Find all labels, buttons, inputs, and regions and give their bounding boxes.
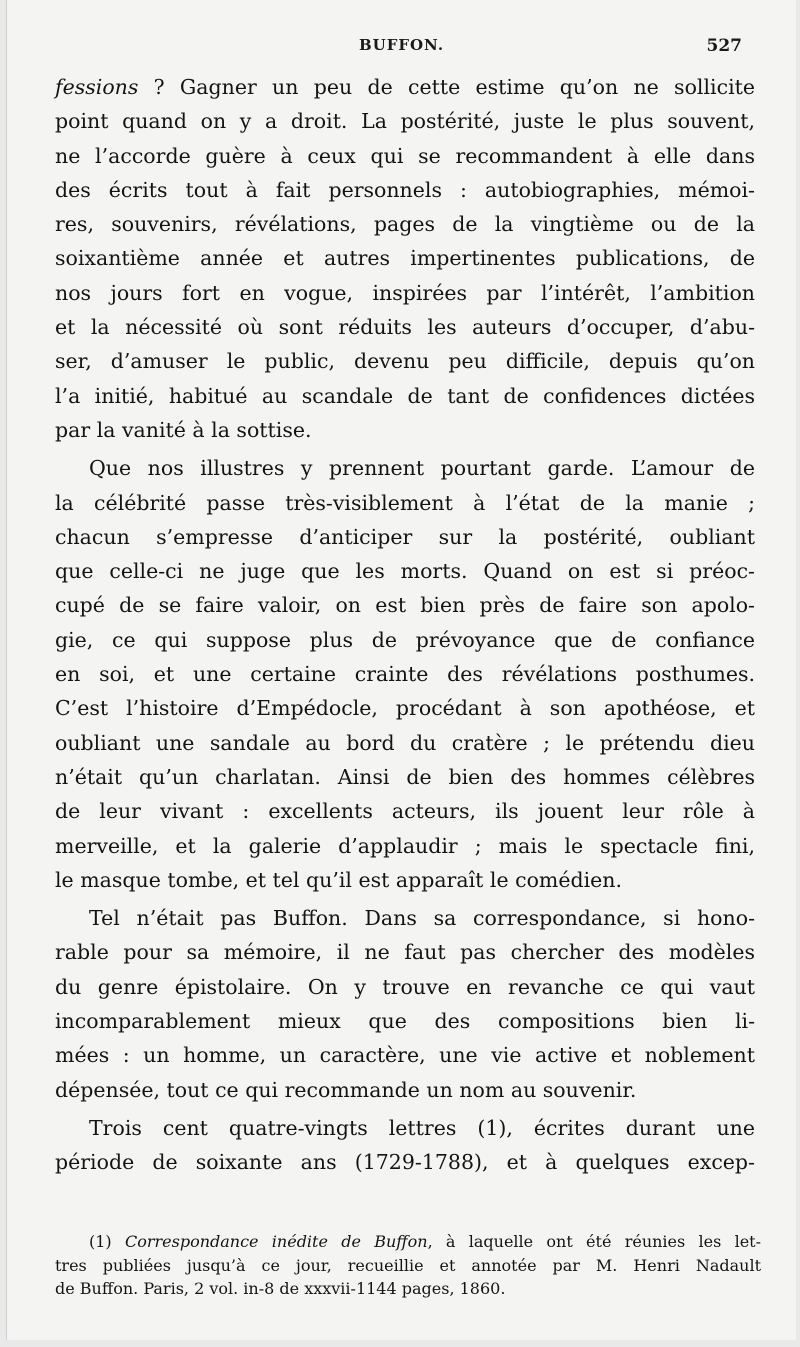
book-page <box>6 0 796 1340</box>
text-line: merveille, et la galerie d’applaudir ; mais le spectacle fini, <box>55 833 755 858</box>
text-line: en soi, et une certaine crainte des révélations posthumes. <box>55 662 755 687</box>
text-line: le masque tombe, et tel qu’il est apparaît le comédien. <box>55 867 623 892</box>
text-line: ne l’accorde guère à ceux qui se recommandent à elle dans <box>55 143 755 168</box>
text-line: Trois cent quatre-vingts lettres (1), écrites durant une <box>89 1115 755 1140</box>
text-line: de leur vivant : excellents acteurs, ils jouent leur rôle à <box>55 799 755 824</box>
text-line: que celle-ci ne juge que les morts. Quand on est si préoc- <box>55 559 755 584</box>
footnote-line <box>55 1230 761 1254</box>
text-line-rest: ? Gagner un peu de cette estime qu’on ne sollicite <box>138 75 755 99</box>
text-line: des écrits tout à fait personnels : autobiographies, mémoi- <box>55 177 755 202</box>
text-line: mées : un homme, un caractère, une vie active et noblement <box>55 1043 755 1068</box>
footnote-line: de Buffon. Paris, 2 vol. in-8 de xxxvii-1144 pages, 1860. <box>55 1279 506 1298</box>
text-line: rable pour sa mémoire, il ne faut pas chercher des modèles <box>55 940 755 965</box>
text-line <box>55 70 755 104</box>
body-text <box>55 70 755 1180</box>
text-line: Tel n’était pas Buffon. Dans sa correspondance, si hono- <box>89 906 755 931</box>
text-line: res, souvenirs, révélations, pages de la vingtième ou de la <box>55 212 755 237</box>
text-line: période de soixante ans (1729-1788), et à quelques excep- <box>55 1150 755 1175</box>
text-line: ser, d’amuser le public, devenu peu difficile, depuis qu’on <box>55 349 755 374</box>
italic-word: fessions <box>55 75 139 99</box>
page-header <box>7 36 796 60</box>
text-line: gie, ce qui suppose plus de prévoyance que de confiance <box>55 627 755 652</box>
text-line: cupé de se faire valoir, on est bien près de faire son apolo- <box>55 593 755 618</box>
text-line: incomparablement mieux que des compositions bien li- <box>55 1009 755 1034</box>
text-line: et la nécessité où sont réduits les auteurs d’occuper, d’abu- <box>55 315 755 340</box>
text-line: dépensée, tout ce qui recommande un nom au souvenir. <box>55 1077 637 1102</box>
footnote <box>55 1230 761 1301</box>
text-line: du genre épistolaire. On y trouve en revanche ce qui vaut <box>55 974 755 999</box>
running-title: BUFFON. <box>358 36 445 54</box>
text-line: oubliant une sandale au bord du cratère ; le prétendu dieu <box>55 730 755 755</box>
text-line: Que nos illustres y prennent pourtant garde. L’amour de <box>89 456 755 481</box>
text-line: chacun s’empresse d’anticiper sur la postérité, oubliant <box>55 524 755 549</box>
text-line: la célébrité passe très-visiblement à l’état de la manie ; <box>55 490 755 515</box>
text-line: C’est l’histoire d’Empédocle, procédant à son apothéose, et <box>55 696 755 721</box>
text-line: point quand on y a droit. La postérité, juste le plus souvent, <box>55 109 755 134</box>
footnote-title: Correspondance inédite de Buffon <box>124 1232 428 1251</box>
footnote-text: , à laquelle ont été réunies les let- <box>427 1232 762 1251</box>
text-line: n’était qu’un charlatan. Ainsi de bien des hommes célèbres <box>55 764 755 789</box>
text-line: nos jours fort en vogue, inspirées par l’intérêt, l’ambition <box>55 280 755 305</box>
page-number: 527 <box>706 36 742 56</box>
text-line: soixantième année et autres impertinentes publications, de <box>55 246 755 271</box>
footnote-marker: (1) <box>89 1232 112 1251</box>
footnote-line: tres publiées jusqu’à ce jour, recueillie et annotée par M. Henri Nadault <box>55 1255 761 1275</box>
text-line: l’a initié, habitué au scandale de tant de confidences dictées <box>55 383 755 408</box>
text-line: par la vanité à la sottise. <box>55 417 312 442</box>
